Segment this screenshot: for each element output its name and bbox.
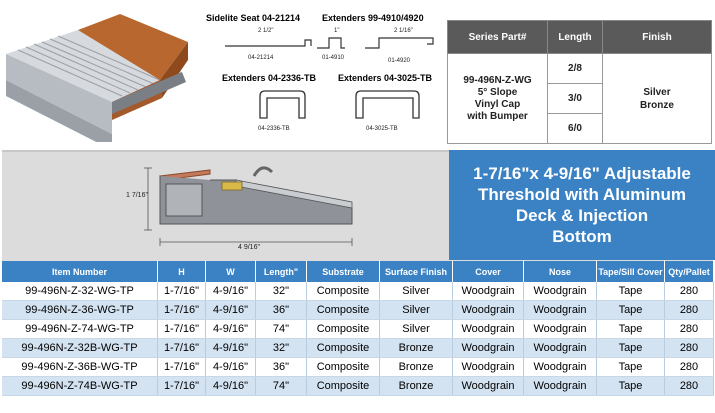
series-length: 2/8 [548,54,603,84]
table-row [2,339,714,358]
table-cell: Composite [307,377,380,396]
ext-dim-2: 2 1/16" [394,28,413,34]
table-cell: 1-7/16" [158,358,206,377]
table-row [2,282,714,301]
series-header-length: Length [548,21,603,54]
table-cell: Woodgrain [453,358,524,377]
table-row [2,358,714,377]
table-cell: Woodgrain [524,339,597,358]
table-cell: 74" [256,377,307,396]
table-row [2,301,714,320]
table-cell: Woodgrain [453,301,524,320]
ext-code-4: 04-3025-TB [366,126,398,132]
table-cell: 99-496N-Z-36B-WG-TP [2,358,158,377]
section-width-label: 4 9/16" [238,244,260,251]
col-header: Item Number [2,261,158,282]
table-cell: 280 [665,320,714,339]
table-cell: Woodgrain [524,282,597,301]
series-finish-cell: Silver Bronze [603,54,712,144]
col-header: H [158,261,206,282]
table-cell: Composite [307,301,380,320]
table-cell: Composite [307,358,380,377]
table-cell: 32" [256,339,307,358]
col-header: Nose [524,261,597,282]
sidelite-profile-drawing [205,36,440,54]
table-cell: 280 [665,358,714,377]
table-cell: Silver [380,320,453,339]
sidelite-dim: 2 1/2" [258,28,274,34]
table-cell: 4-9/16" [206,377,256,396]
table-cell: Composite [307,339,380,358]
series-header-part: Series Part# [448,21,548,54]
table-cell: 280 [665,282,714,301]
series-header-finish: Finish [603,21,712,54]
table-cell: Woodgrain [453,282,524,301]
table-cell: 4-9/16" [206,358,256,377]
table-cell: 74" [256,320,307,339]
table-cell: Bronze [380,377,453,396]
table-cell: 4-9/16" [206,320,256,339]
table-cell: 36" [256,301,307,320]
table-row [2,377,714,396]
series-part-cell: 99-496N-Z-WG 5° Slope Vinyl Cap with Bumper [448,54,548,144]
col-header: Length" [256,261,307,282]
table-cell: Woodgrain [524,301,597,320]
col-header: Tape/Sill Cover [597,261,665,282]
extenders-title-3: Extenders 04-3025-TB [338,73,433,83]
cross-section-drawing [142,158,372,258]
sidelite-title: Sidelite Seat 04-21214 [206,13,301,23]
table-cell: 280 [665,377,714,396]
table-cell: 4-9/16" [206,301,256,320]
table-cell: Tape [597,282,665,301]
table-cell: Woodgrain [524,358,597,377]
series-length: 6/0 [548,114,603,144]
col-header: Surface Finish [380,261,453,282]
table-cell: 36" [256,358,307,377]
table-cell: 99-496N-Z-74-WG-TP [2,320,158,339]
threshold-product-image [0,2,188,142]
extenders-title-2: Extenders 04-2336-TB [222,73,317,83]
spec-body [2,282,714,396]
sidelite-code: 04-21214 [248,55,274,61]
table-cell: 280 [665,301,714,320]
table-cell: 1-7/16" [158,339,206,358]
table-cell: 99-496N-Z-74B-WG-TP [2,377,158,396]
spec-header-row [2,261,714,282]
series-table [447,20,712,144]
table-cell: Tape [597,301,665,320]
ext-code-1: 01-4910 [322,55,345,61]
table-cell: Bronze [380,358,453,377]
table-cell: 4-9/16" [206,339,256,358]
table-cell: Woodgrain [453,320,524,339]
col-header: W [206,261,256,282]
col-header: Substrate [307,261,380,282]
table-cell: Composite [307,320,380,339]
table-cell: 1-7/16" [158,320,206,339]
table-cell: Woodgrain [453,377,524,396]
table-cell: Silver [380,282,453,301]
series-length: 3/0 [548,84,603,114]
extender-profile-drawing-3 [352,88,422,122]
table-cell: 1-7/16" [158,301,206,320]
col-header: Qty/Pallet [665,261,714,282]
table-cell: Woodgrain [524,320,597,339]
table-cell: 32" [256,282,307,301]
ext-code-2: 01-4920 [388,58,411,64]
section-height-label: 1 7/16" [126,192,148,199]
spec-table [2,261,714,396]
table-cell: Silver [380,301,453,320]
table-cell: 99-496N-Z-32B-WG-TP [2,339,158,358]
table-cell: Woodgrain [453,339,524,358]
table-row [2,320,714,339]
table-cell: 4-9/16" [206,282,256,301]
table-cell: 1-7/16" [158,282,206,301]
extender-profile-drawing-2 [256,88,308,122]
table-cell: 99-496N-Z-32-WG-TP [2,282,158,301]
table-cell: Tape [597,377,665,396]
ext-code-3: 04-2336-TB [258,126,290,132]
top-section [0,0,715,146]
table-cell: Tape [597,339,665,358]
table-cell: 99-496N-Z-36-WG-TP [2,301,158,320]
product-title: 1-7/16"x 4-9/16" Adjustable Threshold with Aluminum Deck & Injection Bottom [449,150,715,260]
table-cell: Bronze [380,339,453,358]
ext-dim-1: 1" [334,28,340,34]
table-cell: Woodgrain [524,377,597,396]
col-header: Cover [453,261,524,282]
table-cell: Tape [597,358,665,377]
extenders-title-1: Extenders 99-4910/4920 [322,13,424,23]
table-cell: Tape [597,320,665,339]
table-cell: Composite [307,282,380,301]
table-cell: 1-7/16" [158,377,206,396]
table-cell: 280 [665,339,714,358]
